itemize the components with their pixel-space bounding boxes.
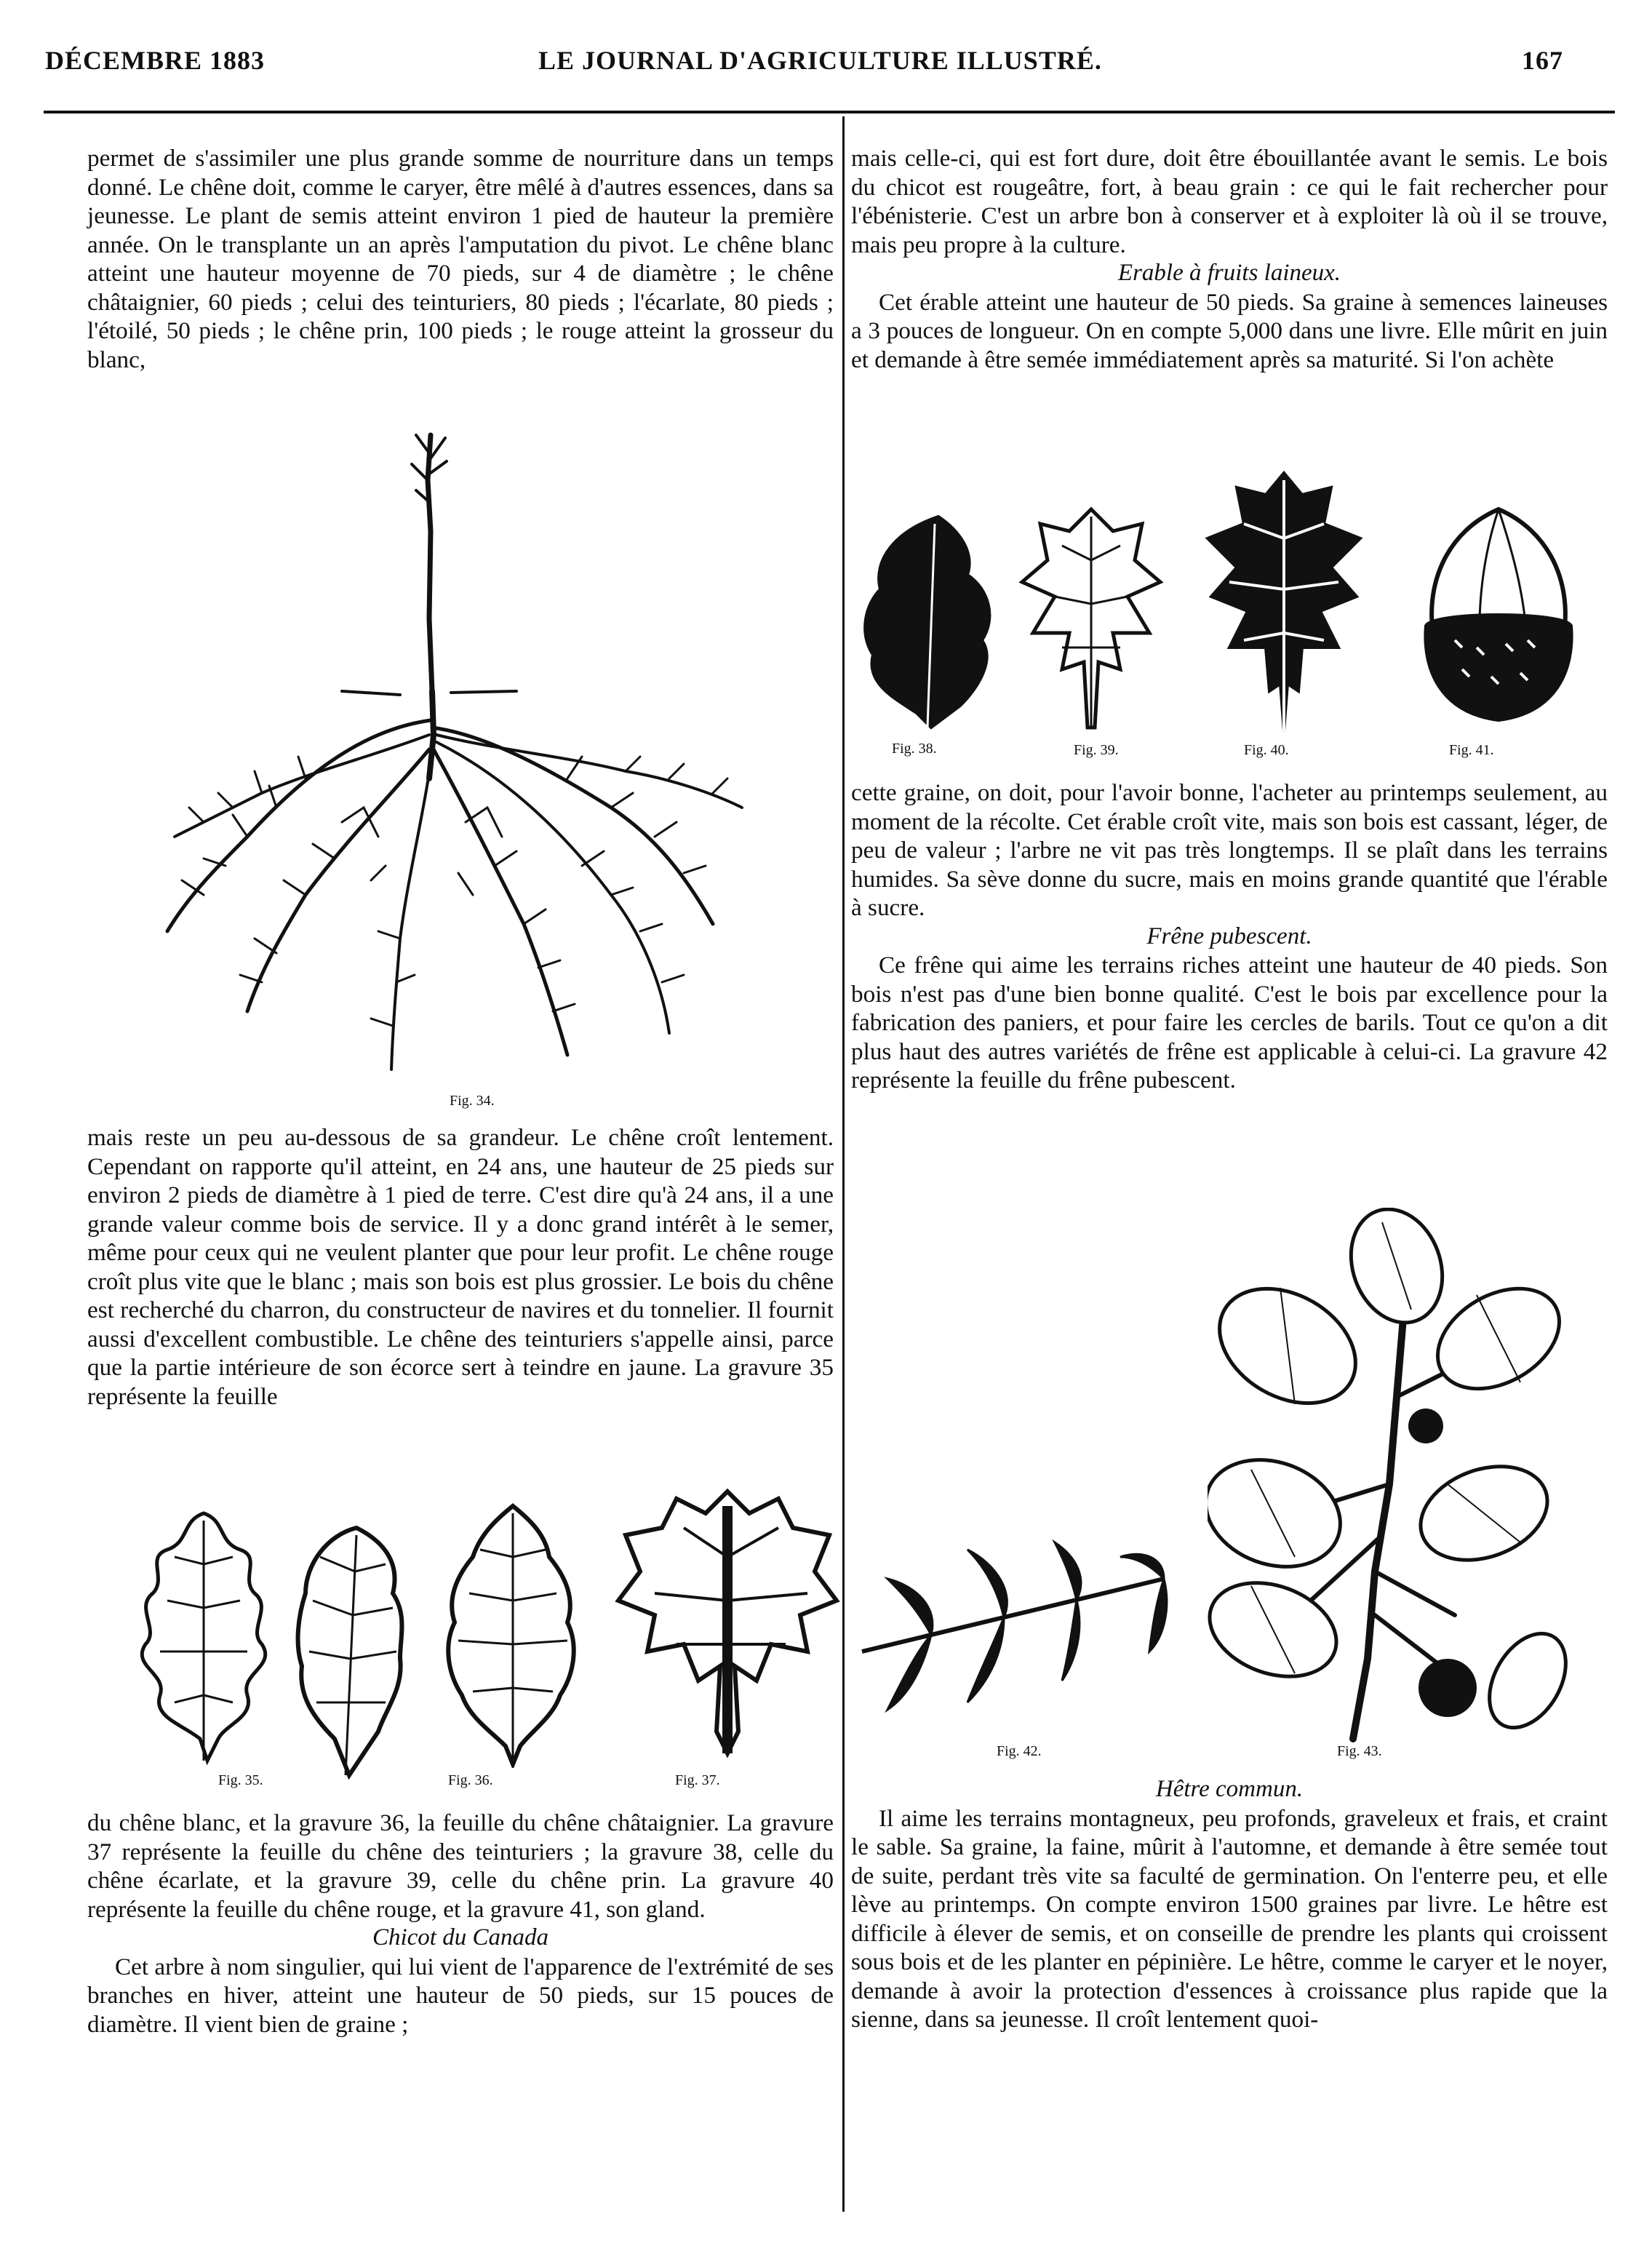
acorn-illustration [1418, 502, 1579, 735]
chicot-heading: Chicot du Canada [372, 1924, 548, 1951]
hetre-heading: Hêtre commun. [1155, 1776, 1304, 1802]
left-column-middle [87, 1123, 834, 1411]
ash-compound-leaf-illustration [858, 1535, 1178, 1739]
left-paragraph-2: mais reste un peu au-dessous de sa grandeur. Le chêne croît lentement. Cependant on rapporte qu'il atteint, en 24 ans, une hauteur de 25 pieds sur environ 2 pieds de diamètre à 1 pied de terre. C'est dire qu'à 24 ans, il a une grande valeur comme bois de service. Il y a donc grand intérêt à le semer, même pour ceux qui ne veulent planter que pour leur profit. Le chêne rouge croît plus vite que le blanc ; mais son bois est plus grossier. Le bois du chêne est recherché du charron, du constructeur de navires et du tonnelier. Il fournit aussi d'excellent combustible. Le chêne des teinturiers s'appelle ainsi, parce que la partie intérieure de son écorce sert à teindre en jaune. La gravure 35 représente la feuille [87, 1124, 834, 1410]
scarlet-oak-leaf-illustration [851, 509, 997, 735]
header-date: DÉCEMBRE 1883 [45, 46, 266, 75]
header-rule [44, 111, 1615, 113]
right-column-bottom [851, 1775, 1608, 2034]
erable-heading: Erable à fruits laineux. [1117, 260, 1341, 286]
right-paragraph-1: mais celle-ci, qui est fort dure, doit être ébouillantée avant le semis. Le bois du chicot est rougeâtre, fort, à beau grain : ce qui le fait rechercher pour l'ébénisterie. C'est un arbre bon à conserver et à exploiter là où il se trouve, mais peu propre à la culture. [851, 145, 1608, 258]
page-number: 167 [1522, 46, 1563, 75]
right-paragraph-2: Cet érable atteint une hauteur de 50 pieds. Sa graine à semences laineuses a 3 pouces de longueur. On en compte 5,000 dans une livre. Elle mûrit en juin et demande à être semée immédiatement après sa maturité. Si l'on achète [851, 288, 1608, 373]
left-paragraph-4: Cet arbre à nom singulier, qui lui vient de l'apparence de l'extrémité de ses branches en hiver, atteint une hauteur de 50 pieds, sur 15 pouces de diamètre. Il vient bien de graine ; [87, 1953, 834, 2038]
fig-37-caption: Fig. 37. [675, 1772, 720, 1788]
star-oak-leaf-illustration [611, 1484, 844, 1761]
right-column-middle [851, 778, 1608, 1095]
dyers-oak-leaf-illustration [429, 1499, 596, 1768]
fig-36-caption: Fig. 36. [448, 1772, 493, 1788]
willow-oak-leaf-illustration [1018, 502, 1164, 735]
fig-38-caption: Fig. 38. [892, 741, 937, 757]
white-oak-leaf-illustration [131, 1506, 276, 1768]
fig-35-caption: Fig. 35. [218, 1772, 263, 1788]
fig-42-caption: Fig. 42. [997, 1743, 1042, 1759]
left-column-bottom [87, 1809, 834, 2039]
fig-41-caption: Fig. 41. [1449, 742, 1494, 758]
right-paragraph-3: cette graine, on doit, pour l'avoir bonne, l'acheter au printemps seulement, au moment de la récolte. Cet érable croît vite, mais son bois est cassant, léger, de peu de valeur ; l'arbre ne vit pas très longtemps. Il se plaît dans les terrains humides. Sa sève donne du sucre, mais en moins grande quantité que l'érable à sucre. [851, 779, 1608, 921]
journal-title: LE JOURNAL D'AGRICULTURE ILLUSTRÉ. [538, 46, 1102, 75]
right-column-top [851, 144, 1608, 374]
right-paragraph-4: Ce frêne qui aime les terrains riches atteint une hauteur de 40 pieds. Son bois n'est pas d'une bien bonne qualité. C'est le bois par excellence pour la fabrication des paniers, et pour faire les cercles de barils. Tout ce qu'on a dit plus haut des autres variétés de frêne est applicable à celui-ci. La gravure 42 représente la feuille du frêne pubescent. [851, 952, 1608, 1093]
fig-34-caption: Fig. 34. [450, 1093, 495, 1109]
oak-seedling-roots-illustration [160, 429, 757, 1091]
fig-39-caption: Fig. 39. [1074, 742, 1119, 758]
frene-heading: Frêne pubescent. [1146, 923, 1312, 949]
beech-branch-illustration [1208, 1208, 1586, 1746]
left-column-top [87, 144, 834, 374]
red-oak-leaf-illustration [1200, 466, 1368, 735]
fig-40-caption: Fig. 40. [1244, 742, 1289, 758]
chestnut-oak-leaf-illustration [276, 1521, 422, 1782]
left-paragraph-3: du chêne blanc, et la gravure 36, la feuille du chêne châtaignier. La gravure 37 représente la feuille du chêne des teinturiers ; la gravure 38, celle du chêne écarlate, et la gravure 39, celle du chêne prin. La gravure 40 représente la feuille du chêne rouge, et la gravure 41, son gland. [87, 1809, 834, 1923]
left-paragraph-1: permet de s'assimiler une plus grande somme de nourriture dans un temps donné. Le chêne doit, comme le caryer, être mêlé à d'autres essences, dans sa jeunesse. Le plant de semis atteint environ 1 pied de hauteur la première année. On le transplante un an après l'amputation du pivot. Le chêne blanc atteint une hauteur moyenne de 70 pieds, sur 4 de diamètre ; le chêne châtaignier, 60 pieds ; celui des teinturiers, 80 pieds ; l'écarlate, 80 pieds ; l'étoilé, 50 pieds ; le chêne prin, 100 pieds ; le rouge atteint la grosseur du blanc, [87, 145, 834, 373]
right-paragraph-5: Il aime les terrains montagneux, peu profonds, graveleux et frais, et craint le sable. Sa graine, la faine, mûrit à l'automne, et demande à être semée tout de suite, perdant très vite sa faculté de germination. On l'enterre peu, et elle lève au printemps. On compte environ 1500 graines par livre. Le hêtre est difficile à élever de semis, et on conseille de prendre les plants qui croissent sous bois et de les planter en pépinière. Le hêtre, comme le caryer et le noyer, demande à avoir la protection d'essences à croissance plus rapide que la sienne, dans sa jeunesse. Il croît lentement quoi- [851, 1804, 1608, 2033]
fig-43-caption: Fig. 43. [1337, 1743, 1382, 1759]
column-divider [842, 116, 845, 2212]
